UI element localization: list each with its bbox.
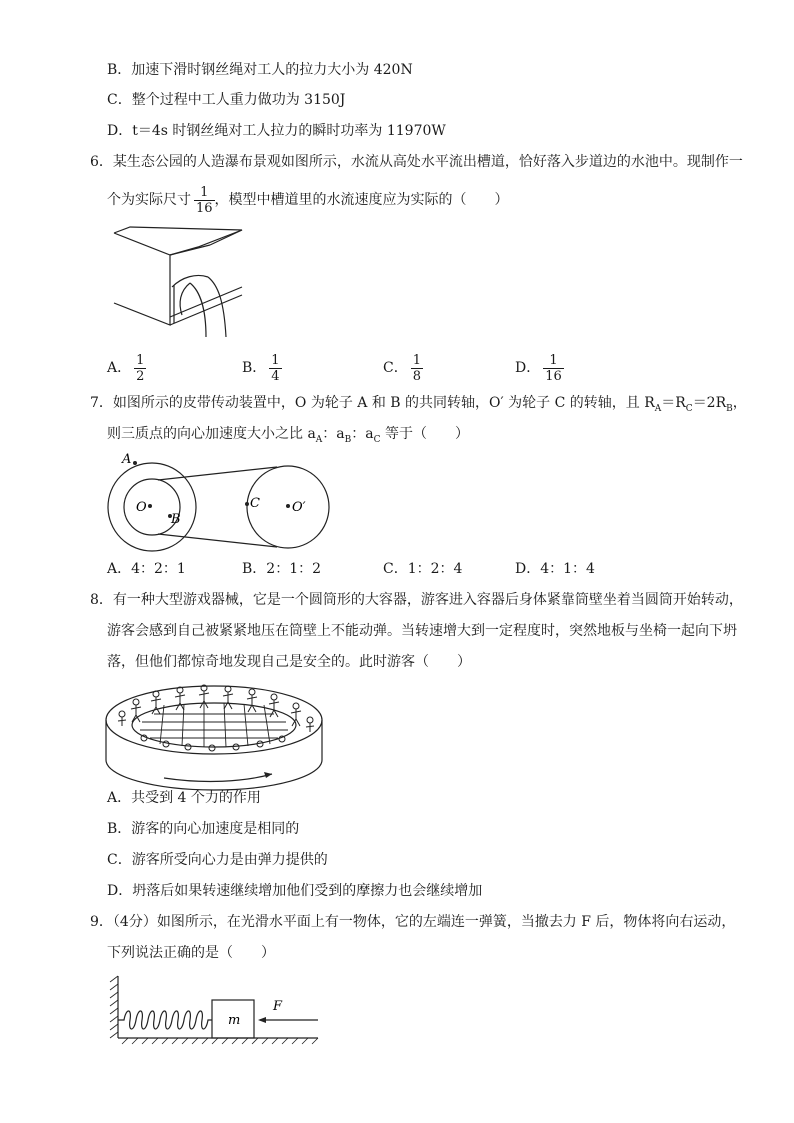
q6-stem-line2-pre: 个为实际尺寸 [107,192,191,208]
option-label: A． [107,360,132,376]
q8-stem-line2: 游客会感到自己被紧紧地压在筒壁上不能动弹。当转速增大到一定程度时，突然地板与坐椅一起向下坍 [107,623,737,639]
q8-option-a: A．共受到 4 个力的作用 [107,790,261,806]
q6-scale-fraction [194,185,215,216]
q7-option-c: C．1：2：4 [383,561,463,577]
q6-option-d [515,350,564,386]
spring [118,1011,212,1029]
q7-text: ＝R [661,395,686,411]
fraction-numerator: 1 [194,185,215,201]
option-fraction [411,353,423,384]
q7-belt-drive-figure [105,450,335,556]
fraction-numerator: 1 [136,352,145,368]
q7-text: 则三质点的向心加速度大小之比 a [107,426,316,442]
q8-option-b: B．游客的向心加速度是相同的 [107,821,300,837]
q7-stem-line1 [90,393,747,419]
subscript: C [685,403,693,414]
option-label: C． [383,360,408,376]
fraction-denominator: 4 [271,368,280,384]
label-b: B [171,512,181,527]
q7-option-a: A．4：2：1 [107,561,186,577]
q8-rotor-ride-figure [104,682,324,792]
fraction-denominator: 2 [136,368,145,384]
q7-text: ＝2R [692,395,727,411]
label-c: C [250,496,260,511]
label-o: O [136,500,147,515]
fraction-numerator: 1 [543,353,564,369]
q8-stem-line3: 落，但他们都惊奇地发现自己是安全的。此时游客（ ） [107,654,471,670]
label-o-prime: O′ [292,500,306,515]
q9-stem-line2: 下列说法正确的是（ ） [107,945,275,961]
subscript: B [344,434,352,445]
q6-stem-line2 [107,183,509,217]
q8-option-c: C．游客所受向心力是由弹力提供的 [107,852,328,868]
option-fraction [134,353,146,384]
q5-option-c: C．整个过程中工人重力做功为 3150J [107,92,346,108]
label-f: F [273,999,283,1014]
q7-option-d: D．4：1：4 [515,561,595,577]
q9-stem-line1: 9．（4分）如图所示，在光滑水平面上有一物体，它的左端连一弹簧，当撤去力 F 后，物体将向右运动， [90,914,736,930]
q9-spring-block-figure [108,972,328,1047]
fraction-denominator: 8 [412,368,421,384]
subscript: A [654,403,662,414]
q6-option-b [242,350,282,386]
q6-stem-line2-post: ，模型中槽道里的水流速度应为实际的（ ） [214,192,509,208]
q7-text: ：a [322,426,345,442]
q7-text: ， [732,395,747,411]
q6-option-a [107,350,146,386]
fraction-numerator: 1 [412,352,421,368]
q6-option-c [383,350,423,386]
q8-option-d: D．坍落后如果转速继续增加他们受到的摩擦力也会继续增加 [107,883,483,899]
q7-text: ：a [351,426,374,442]
option-fraction [269,353,281,384]
option-label: D． [515,360,541,376]
subscript: A [315,434,323,445]
q6-waterfall-figure [110,225,250,340]
label-a: A [122,452,132,467]
fraction-numerator: 1 [271,352,280,368]
q7-stem-line2 [107,424,469,450]
subscript: B [726,403,733,414]
q5-option-b: B．加速下滑时钢丝绳对工人的拉力大小为 420N [107,62,413,78]
q7-option-b: B．2：1：2 [242,561,322,577]
q7-text: 7．如图所示的皮带传动装置中，O 为轮子 A 和 B 的共同转轴，O′ 为轮子 C 的转轴，且 R [90,395,655,411]
q5-option-d: D．t＝4s 时钢丝绳对工人拉力的瞬时功率为 11970W [107,123,446,139]
wheel-a [108,463,196,551]
q7-text: 等于（ ） [380,426,469,442]
fraction-denominator: 16 [196,200,213,216]
subscript: C [373,434,381,445]
q6-stem-line1: 6．某生态公园的人造瀑布景观如图所示，水流从高处水平流出槽道，恰好落入步道边的水池中。现制作一 [90,154,743,170]
fraction-denominator: 16 [545,368,562,384]
label-m: m [228,1013,241,1028]
q8-stem-line1: 8．有一种大型游戏器械，它是一个圆筒形的大容器，游客进入容器后身体紧靠筒壁坐着当圆筒开始转动， [90,592,743,608]
option-fraction [543,353,564,384]
option-label: B． [242,360,267,376]
